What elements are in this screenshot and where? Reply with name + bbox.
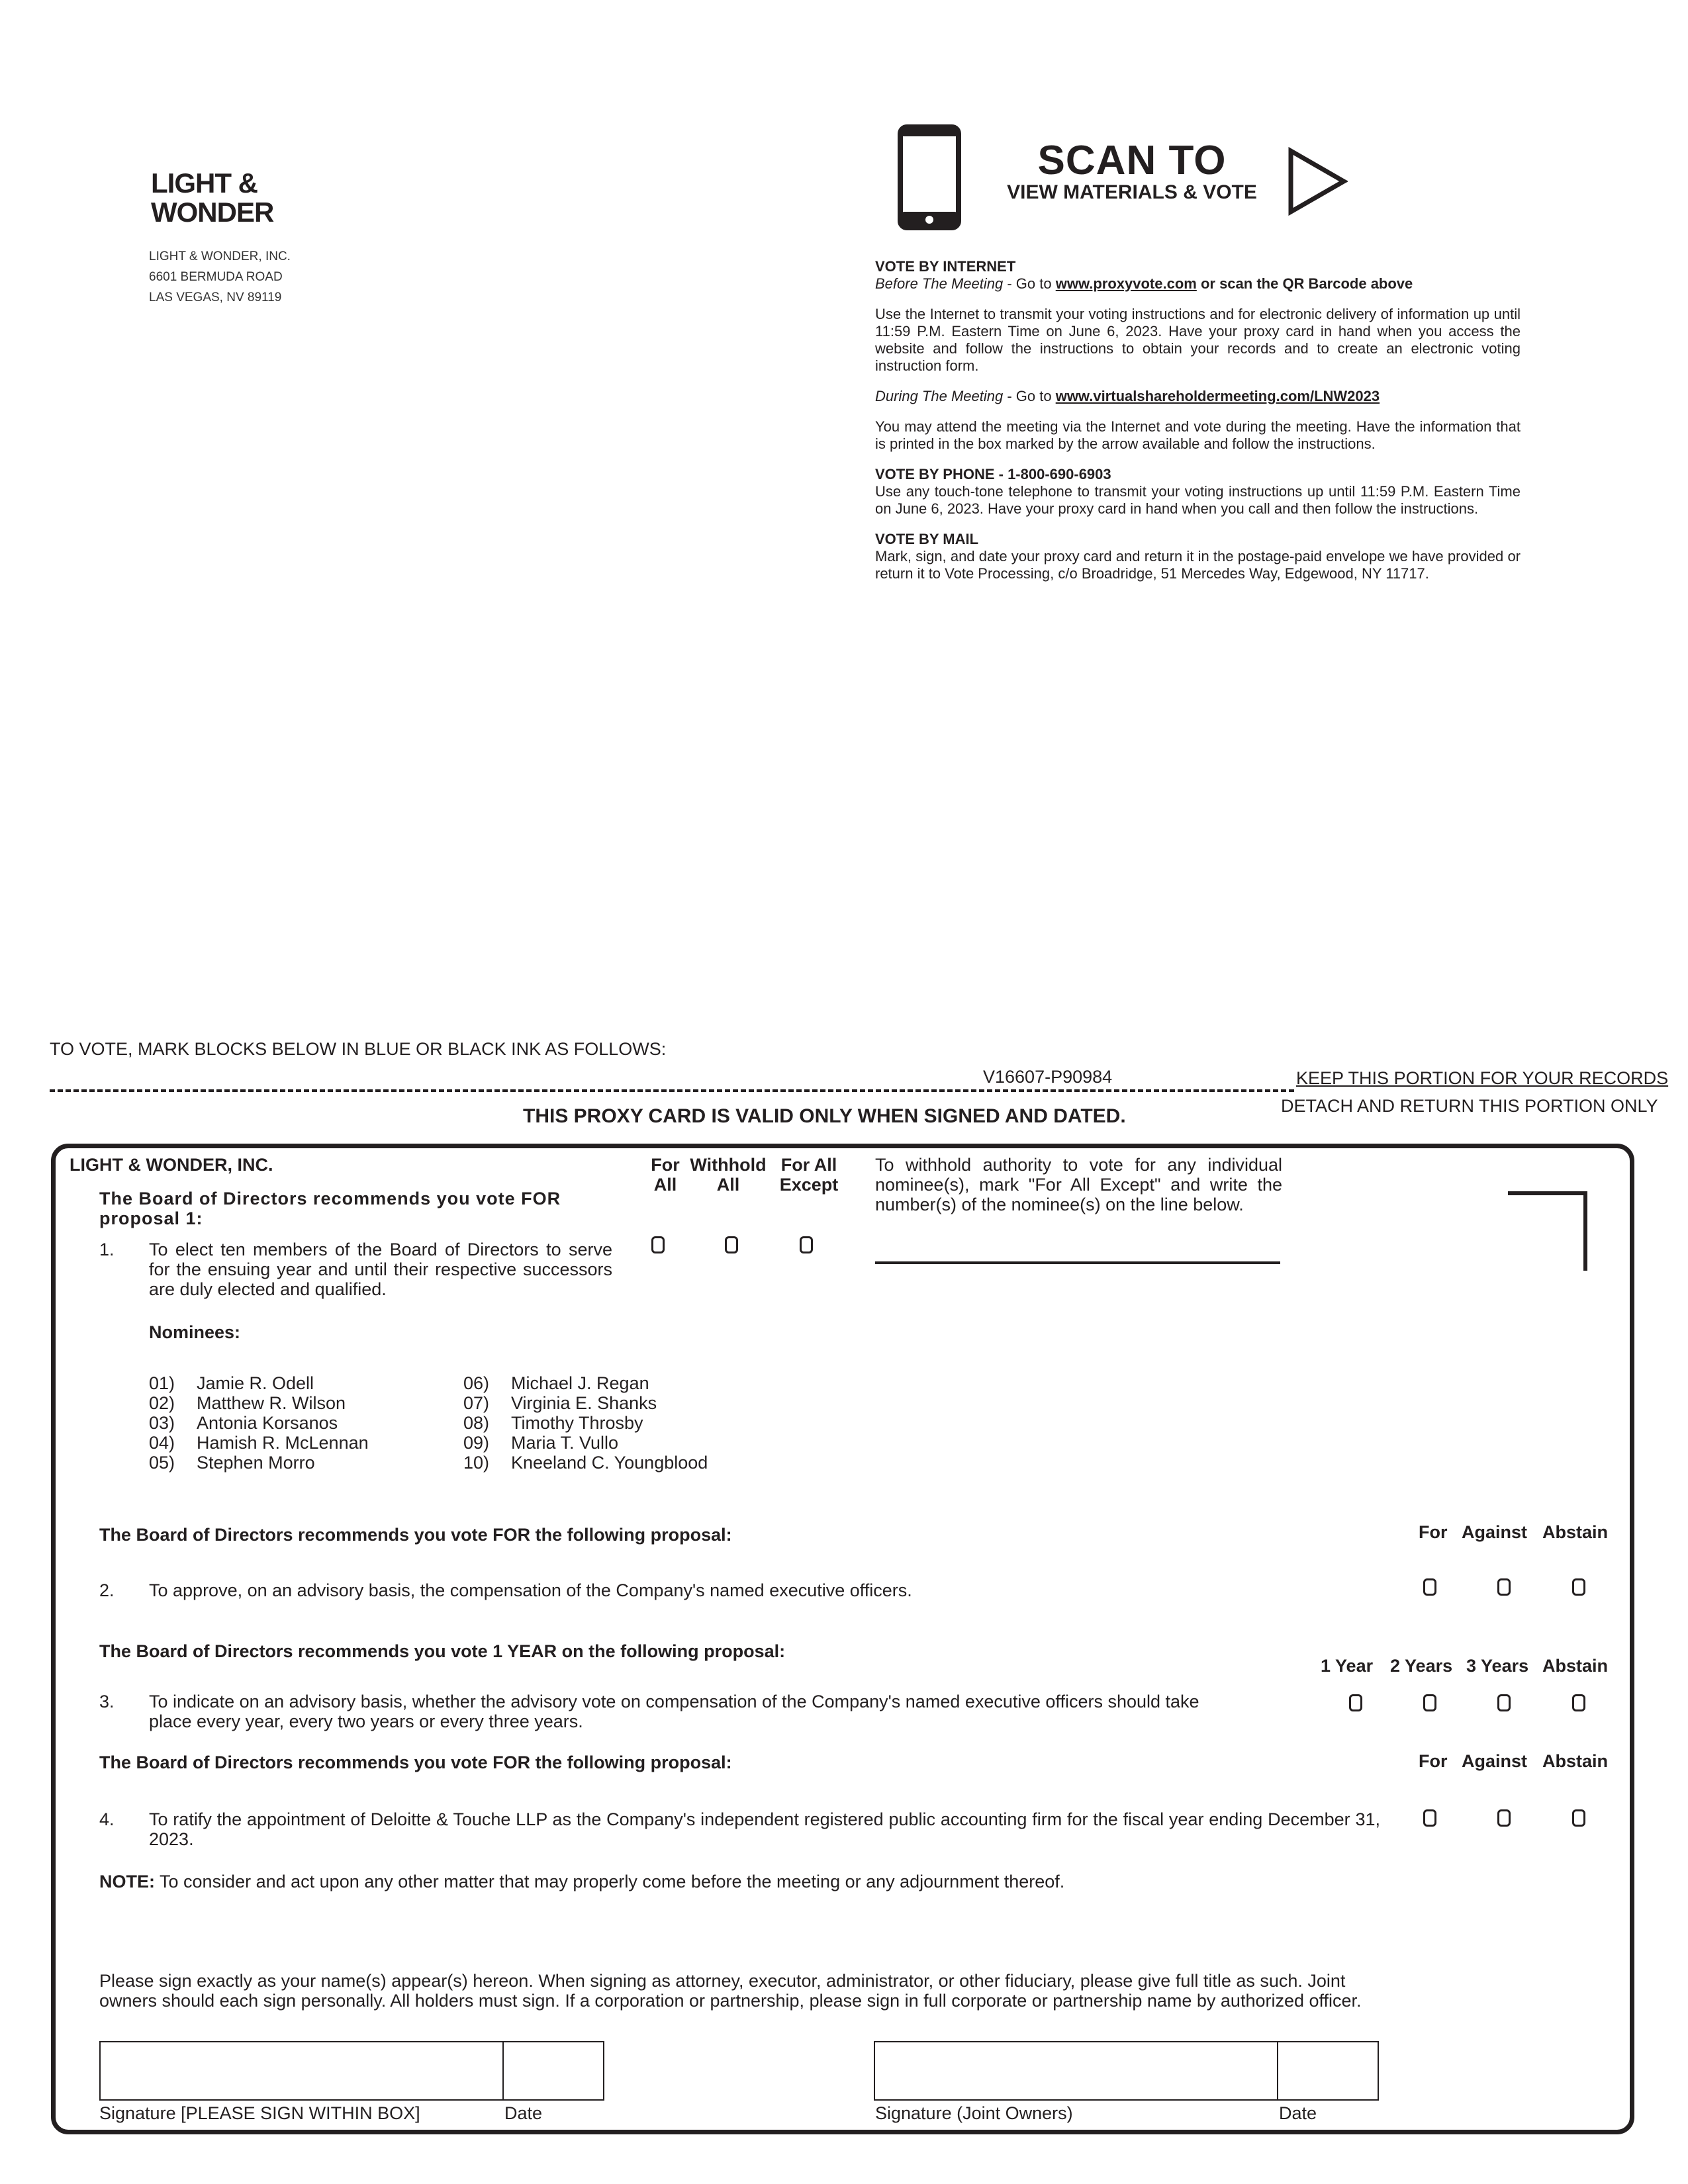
date-1-label: Date: [504, 2103, 543, 2123]
signature-1-label: Signature [PLEASE SIGN WITHIN BOX]: [99, 2103, 420, 2123]
vote-phone-heading: VOTE BY PHONE - 1-800-690-6903: [875, 466, 1111, 482]
p2-header-against: Against: [1462, 1522, 1528, 1542]
p2-header-for: For: [1419, 1522, 1448, 1542]
checkbox-p3-2-years[interactable]: [1423, 1694, 1436, 1711]
col-header-for-all: For All: [651, 1155, 680, 1195]
nominee-07: 07) Virginia E. Shanks: [463, 1393, 657, 1413]
proposal-4-text: To ratify the appointment of Deloitte & Touche LLP as the Company's independent registered public accounting firm for the fiscal year ending December 31, 2023.: [149, 1809, 1380, 1849]
col-header-for-all-except: For All Except: [779, 1155, 839, 1195]
ink-instructions: TO VOTE, MARK BLOCKS BELOW IN BLUE OR BLACK INK AS FOLLOWS:: [50, 1039, 667, 1059]
voting-instructions: [875, 258, 1521, 582]
virtual-meeting-link[interactable]: www.virtualshareholdermeeting.com/LNW2023: [1055, 388, 1380, 404]
scan-title: SCAN TO: [1037, 138, 1227, 183]
during-meeting-body: You may attend the meeting via the Internet and vote during the meeting. Have the information that is printed in the box marked by the arrow available and follow the instructions.: [875, 418, 1521, 452]
company-logo: [151, 169, 273, 227]
checkbox-p2-for[interactable]: [1423, 1578, 1436, 1596]
scan-subtitle: VIEW MATERIALS & VOTE: [1007, 181, 1257, 203]
proxyvote-link[interactable]: www.proxyvote.com: [1055, 275, 1197, 292]
nominee-04: 04) Hamish R. McLennan: [149, 1433, 369, 1453]
proposal-1-text: To elect ten members of the Board of Directors to serve for the ensuing year and until their respective successors are duly elected and qualified.: [149, 1240, 612, 1299]
signature-box-1: [99, 2041, 604, 2101]
checkbox-p3-3-years[interactable]: [1497, 1694, 1511, 1711]
detach-line: [50, 1089, 1294, 1092]
proposal-3-recommendation: The Board of Directors recommends you vote 1 YEAR on the following proposal:: [99, 1641, 786, 1661]
control-number: V16607-P90984: [983, 1067, 1113, 1087]
vote-mail-body: Mark, sign, and date your proxy card and return it in the postage-paid envelope we have provided or return it to Vote Processing, c/o Broadridge, 51 Mercedes Way, Edgewood, NY 11717.: [875, 548, 1521, 582]
keep-portion-text: KEEP THIS PORTION FOR YOUR RECORDS: [1296, 1068, 1669, 1088]
logo-line-1: LIGHT &: [151, 167, 258, 199]
nominee-05: 05) Stephen Morro: [149, 1453, 315, 1473]
checkbox-p1-for-all[interactable]: [651, 1236, 665, 1253]
checkbox-p1-for-all-except[interactable]: [800, 1236, 813, 1253]
play-arrow-icon: [1287, 147, 1348, 216]
nominee-03: 03) Antonia Korsanos: [149, 1413, 338, 1433]
col-header-withhold-all: Withhold All: [690, 1155, 767, 1195]
nominee-02: 02) Matthew R. Wilson: [149, 1393, 346, 1413]
p4-header-against: Against: [1462, 1751, 1528, 1771]
note-line: [99, 1872, 1064, 1891]
valid-notice: THIS PROXY CARD IS VALID ONLY WHEN SIGNED AND DATED.: [523, 1105, 1126, 1127]
checkbox-p4-against[interactable]: [1497, 1809, 1511, 1827]
date-2-label: Date: [1279, 2103, 1317, 2123]
note-label: NOTE:: [99, 1872, 155, 1891]
logo-line-2: WONDER: [151, 197, 274, 228]
card-company-name: LIGHT & WONDER, INC.: [70, 1155, 273, 1175]
vote-internet-heading: VOTE BY INTERNET: [875, 258, 1016, 275]
address-line-1: LIGHT & WONDER, INC.: [149, 250, 291, 263]
p3-header-3-years: 3 Years: [1466, 1656, 1529, 1676]
nominees-label: Nominees:: [149, 1322, 241, 1342]
checkbox-p2-abstain[interactable]: [1572, 1578, 1585, 1596]
proposal-3-number: 3.: [99, 1692, 115, 1711]
nominee-10: 10) Kneeland C. Youngblood: [463, 1453, 708, 1473]
nominee-09: 09) Maria T. Vullo: [463, 1433, 619, 1453]
proposal-3-text: To indicate on an advisory basis, whether the advisory vote on compensation of the Company's named executive officers should take place every year, every two years or every three years.: [149, 1692, 1199, 1731]
signature-box-2: [874, 2041, 1379, 2101]
smartphone-icon: [898, 124, 961, 230]
vote-mail-heading: VOTE BY MAIL: [875, 531, 979, 547]
address-line-2: 6601 BERMUDA ROAD: [149, 270, 283, 284]
nominees-list-right: [463, 1373, 708, 1473]
proposal-1-number: 1.: [99, 1240, 115, 1259]
scan-heading: [986, 140, 1278, 204]
vote-internet-body: Use the Internet to transmit your voting instructions and for electronic delivery of information up until 11:59 P.M. Eastern Time on June 6, 2023. Have your proxy card in hand when you access the website and follow the instructions to obtain your records and to create an electronic voting instruction form.: [875, 306, 1521, 374]
date-field-2[interactable]: [1278, 2042, 1378, 2099]
p3-header-2-years: 2 Years: [1390, 1656, 1453, 1676]
checkbox-p2-against[interactable]: [1497, 1578, 1511, 1596]
nominees-list-left: [149, 1373, 369, 1473]
checkbox-p1-withhold-all[interactable]: [725, 1236, 738, 1253]
p2-header-abstain: Abstain: [1542, 1522, 1609, 1542]
nominee-06: 06) Michael J. Regan: [463, 1373, 649, 1393]
company-address: [149, 246, 291, 308]
signature-field-1[interactable]: [101, 2042, 504, 2099]
checkbox-p4-abstain[interactable]: [1572, 1809, 1585, 1827]
checkbox-p3-abstain[interactable]: [1572, 1694, 1585, 1711]
address-line-3: LAS VEGAS, NV 89119: [149, 291, 282, 304]
detach-portion-text: DETACH AND RETURN THIS PORTION ONLY: [1281, 1096, 1658, 1116]
vote-phone-body: Use any touch-tone telephone to transmit your voting instructions up until 11:59 P.M. Eastern Time on June 6, 2023. Have your proxy card in hand when you call and then follow the instructions.: [875, 483, 1521, 517]
proposal-2-recommendation: The Board of Directors recommends you vote FOR the following proposal:: [99, 1525, 732, 1545]
proposal-2-text: To approve, on an advisory basis, the compensation of the Company's named executive officers.: [149, 1580, 912, 1600]
checkbox-p4-for[interactable]: [1423, 1809, 1436, 1827]
p3-header-1-year: 1 Year: [1321, 1656, 1374, 1676]
p4-header-for: For: [1419, 1751, 1448, 1771]
before-meeting-line: Before The Meeting - Go to www.proxyvote.com or scan the QR Barcode above: [875, 275, 1413, 292]
proposal-4-recommendation: The Board of Directors recommends you vote FOR the following proposal:: [99, 1752, 732, 1772]
nominee-08: 08) Timothy Throsby: [463, 1413, 643, 1433]
proposal-4-number: 4.: [99, 1809, 115, 1829]
signing-instructions: Please sign exactly as your name(s) appear(s) hereon. When signing as attorney, executor, administrator, or other fiduciary, please give full title as such. Joint owners should each sign personally. All holders must sign. If a corporation or partnership, please sign in full corporate or partnership name by authorized officer.: [99, 1971, 1362, 2011]
date-field-1[interactable]: [504, 2042, 603, 2099]
note-text: To consider and act upon any other matter that may properly come before the meeting or any adjournment thereof.: [155, 1872, 1065, 1891]
p3-header-abstain: Abstain: [1542, 1656, 1609, 1676]
proposal-1-recommendation: The Board of Directors recommends you vote FOR proposal 1:: [99, 1189, 561, 1228]
proposal-2-number: 2.: [99, 1580, 115, 1600]
withhold-instructions: To withhold authority to vote for any individual nominee(s), mark "For All Except" and write the number(s) of the nominee(s) on the line below.: [875, 1155, 1282, 1214]
nominee-01: 01) Jamie R. Odell: [149, 1373, 314, 1393]
during-meeting-line: During The Meeting - Go to www.virtualshareholdermeeting.com/LNW2023: [875, 388, 1380, 404]
checkbox-p3-1-year[interactable]: [1349, 1694, 1362, 1711]
corner-mark: [1508, 1191, 1587, 1271]
p4-header-abstain: Abstain: [1542, 1751, 1609, 1771]
except-write-in-line[interactable]: [875, 1261, 1280, 1264]
signature-2-label: Signature (Joint Owners): [875, 2103, 1073, 2123]
signature-field-2[interactable]: [875, 2042, 1278, 2099]
